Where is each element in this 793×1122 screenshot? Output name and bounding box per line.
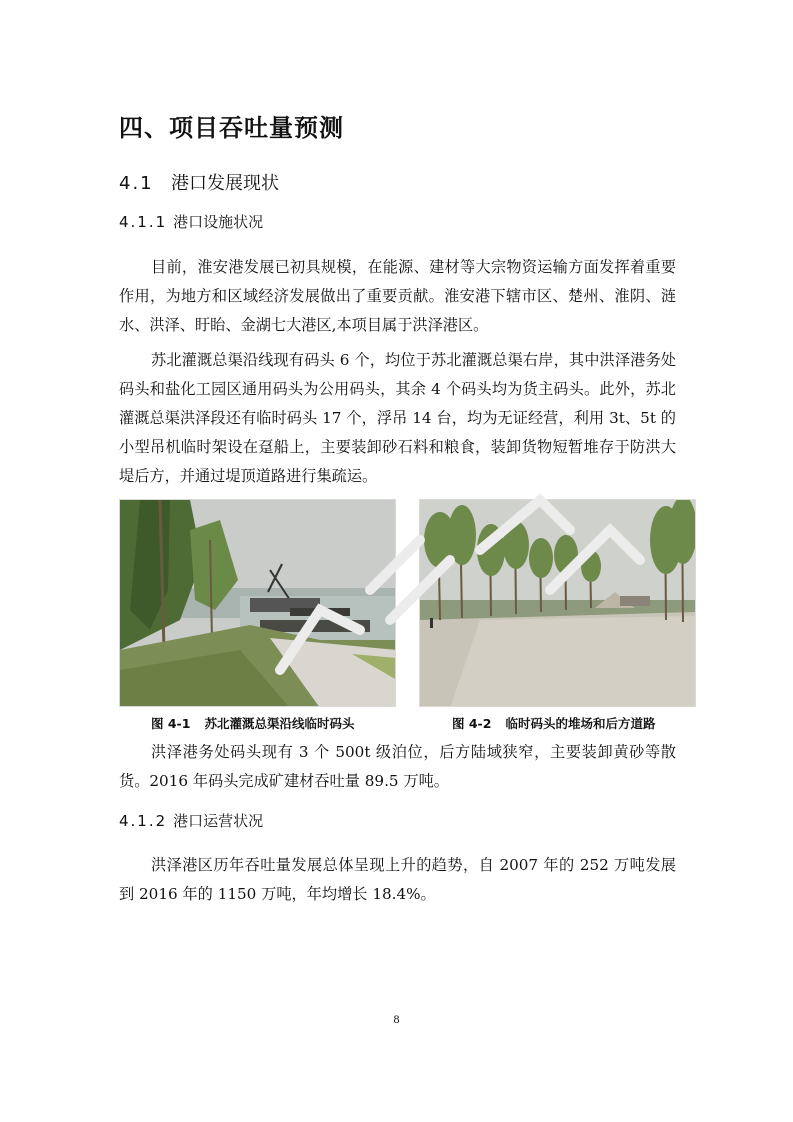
- sub-heading-operations: [119, 810, 263, 831]
- sub-heading-title: 港口设施状况: [173, 213, 264, 231]
- figure-photo-riverside-wharf: [119, 499, 396, 707]
- figure-caption-1: [151, 714, 354, 732]
- sub-heading-number: 4.1.1: [119, 213, 168, 231]
- page-number: 8: [393, 1012, 400, 1026]
- figure-caption-text-1: 苏北灌溉总渠沿线临时码头: [204, 716, 355, 731]
- figure-caption-2: [452, 714, 655, 732]
- subsection-number: 4.1: [119, 173, 154, 194]
- sub-heading-facilities: [119, 211, 263, 232]
- paragraph-port-office: 洪泽港务处码头现有 3 个 500t 级泊位，后方陆域狭窄，主要装卸黄砂等散货。2016 年码头完成矿建材吞吐量 89.5 万吨。: [119, 743, 676, 790]
- figure-photo-yard-road: [419, 499, 696, 707]
- subsection-title: 港口发展现状: [171, 173, 279, 194]
- figure-label-2: 图 4-2: [452, 716, 492, 731]
- section-title: 四、项目吞吐量预测: [119, 114, 344, 142]
- sub-heading-number-2: 4.1.2: [119, 812, 168, 830]
- figure-label-1: 图 4-1: [151, 716, 191, 731]
- sub-heading-title-2: 港口运营状况: [173, 812, 264, 830]
- paragraph-overview: 目前，淮安港发展已初具规模，在能源、建材等大宗物资运输方面发挥着重要作用，为地方和区域经济发展做出了重要贡献。淮安港下辖市区、楚州、淮阴、涟水、洪泽、盱眙、金湖七大港区,本项目属于洪泽港区。: [119, 258, 676, 334]
- paragraph-throughput: 洪泽港区历年吞吐量发展总体呈现上升的趋势，自 2007 年的 252 万吨发展到 2016 年的 1150 万吨，年均增长 18.4%。: [119, 856, 676, 903]
- paragraph-wharves: 苏北灌溉总渠沿线现有码头 6 个，均位于苏北灌溉总渠右岸，其中洪泽港务处码头和盐化工园区通用码头为公用码头，其余 4 个码头均为货主码头。此外，苏北灌溉总渠洪泽段还有临时码头 17 个，浮吊 14 台，均为无证经营，利用 3t、5t 的小型吊机临时架设在趸船上，主要装卸砂石料和粮食，装卸货物短暂堆存于防洪大堤后方，并通过堤顶道路进行集疏运。: [119, 351, 676, 485]
- figure-caption-text-2: 临时码头的堆场和后方道路: [505, 716, 656, 731]
- subsection-heading: [119, 169, 279, 195]
